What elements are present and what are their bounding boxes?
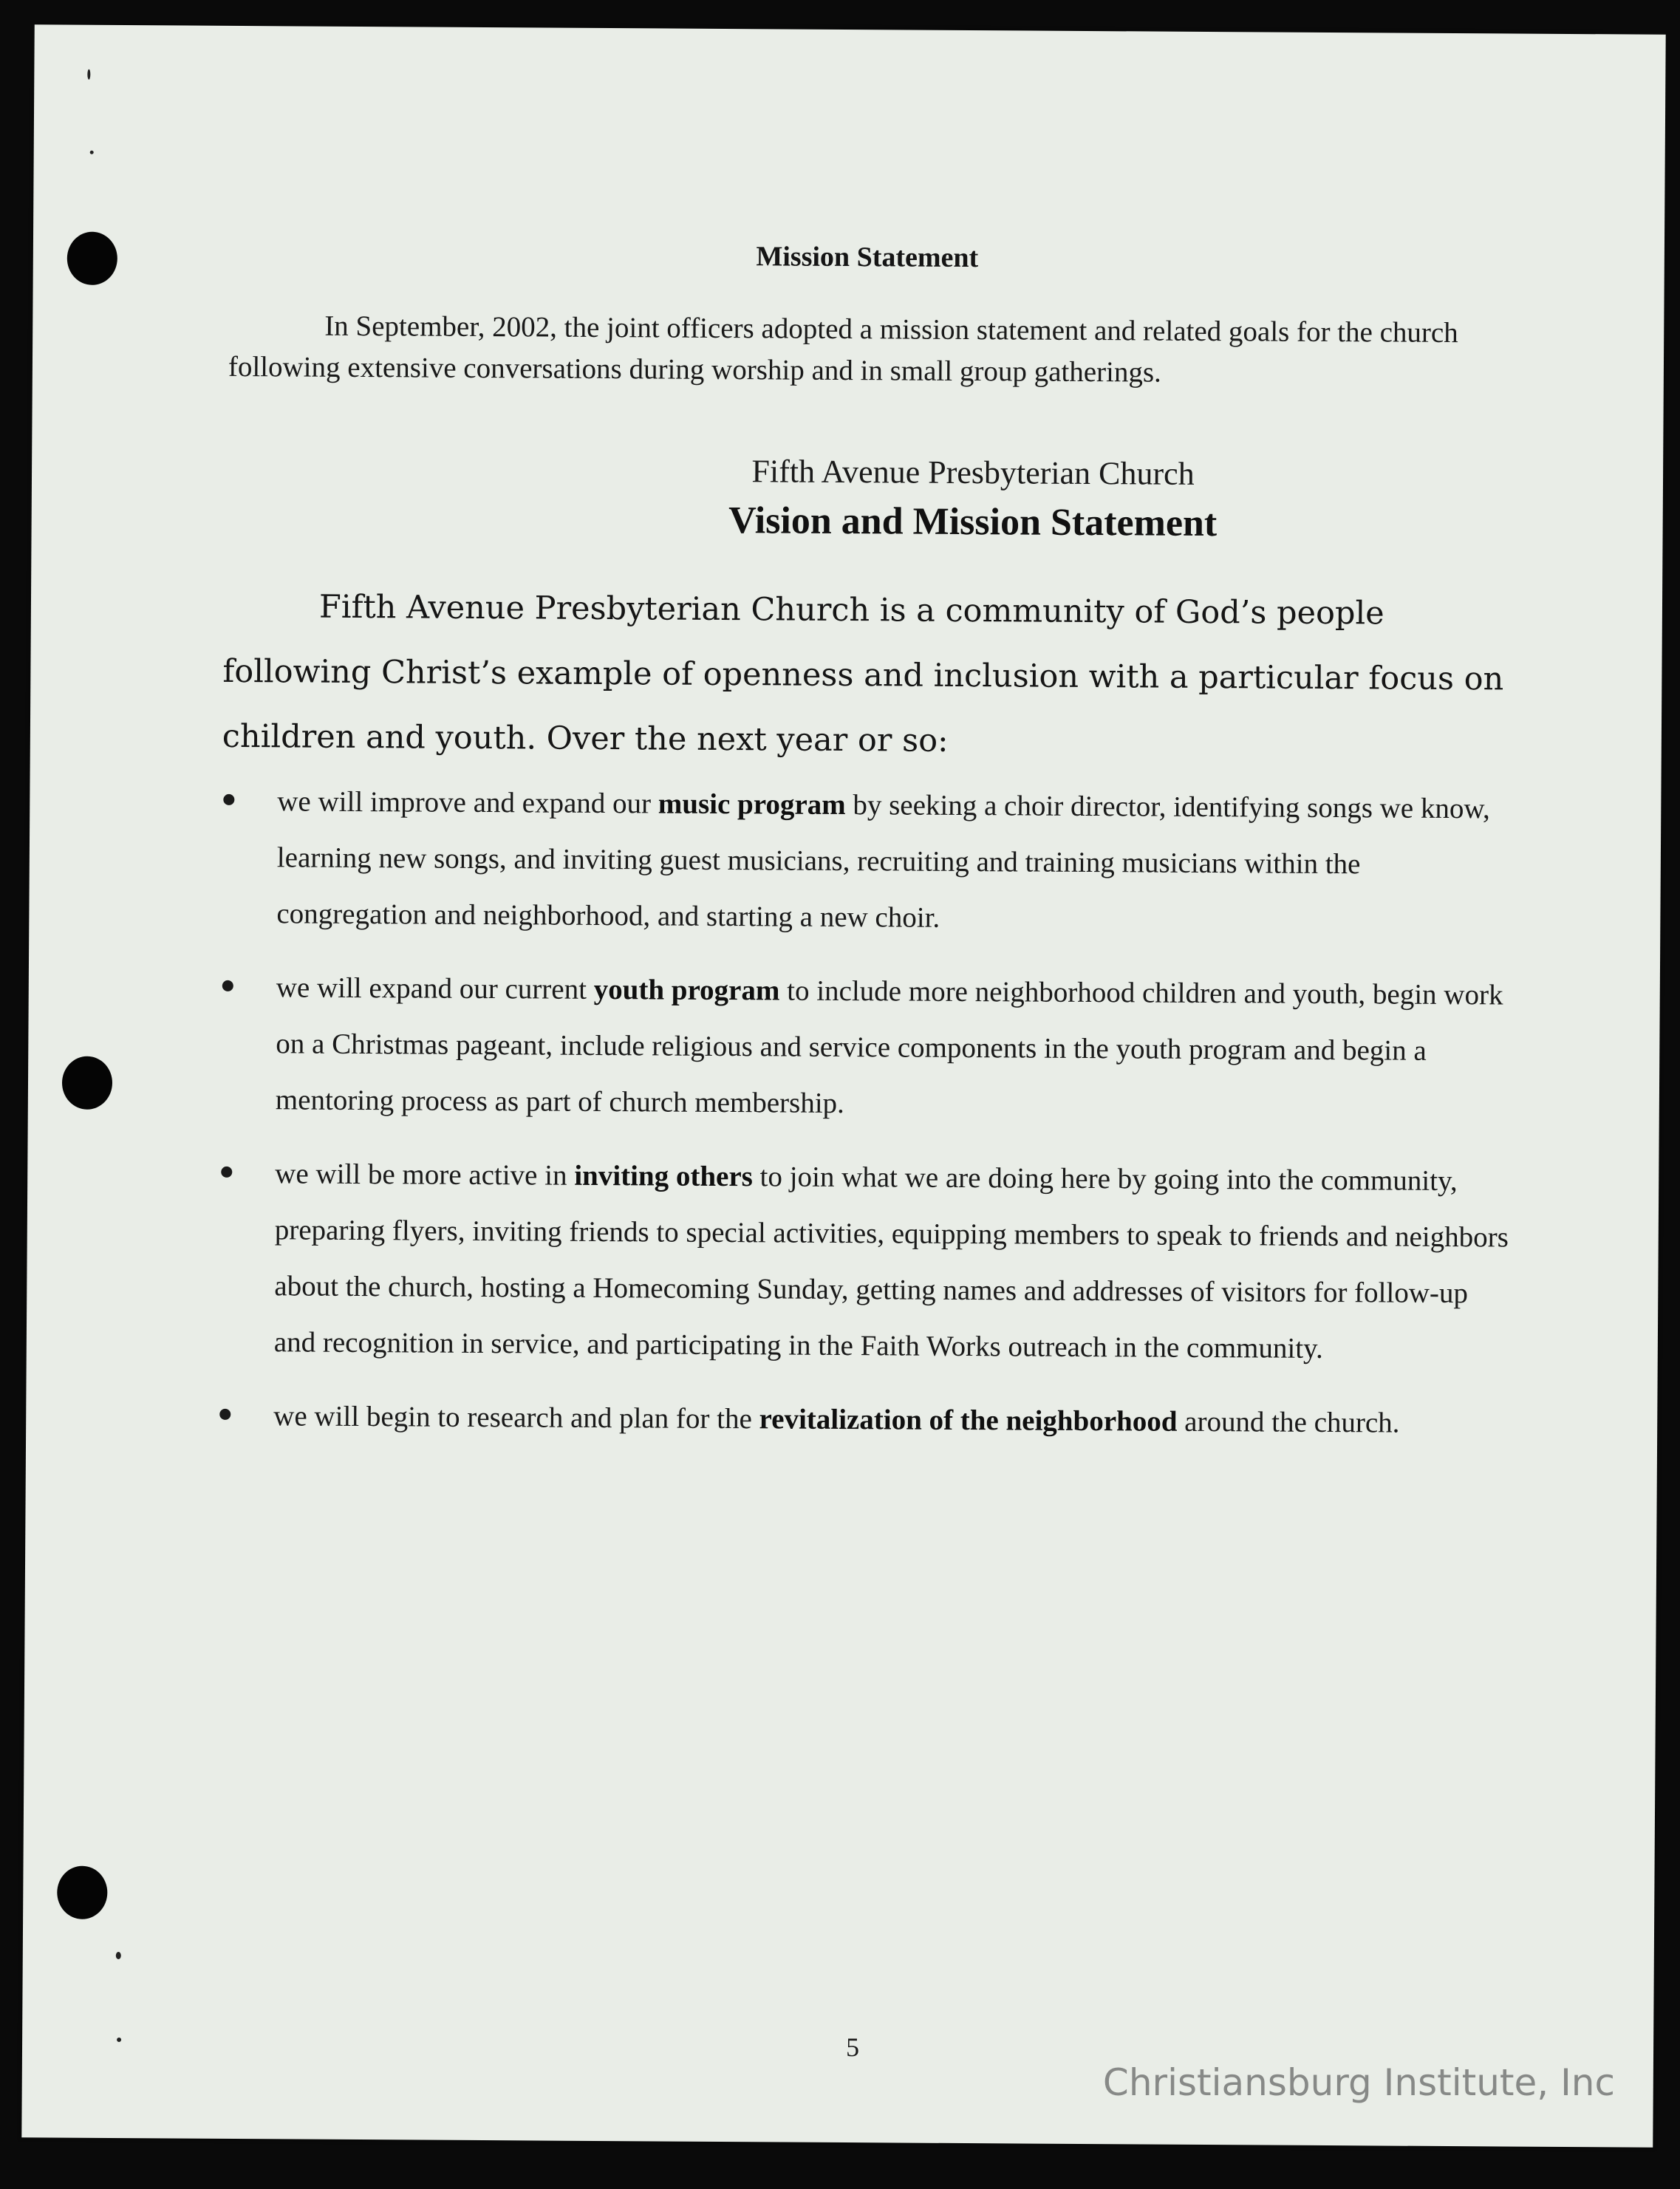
goal-text-before: we will begin to research and plan for the xyxy=(273,1400,759,1435)
goal-inviting-others xyxy=(211,1146,1513,1379)
goal-emphasis: music program xyxy=(658,788,846,822)
bullet-dot-icon xyxy=(222,980,233,991)
page-number: 5 xyxy=(845,2032,860,2063)
goal-text-before: we will improve and expand our xyxy=(277,785,658,820)
watermark: Christiansburg Institute, Inc xyxy=(1102,2061,1615,2104)
bullet-dot-icon xyxy=(223,794,234,805)
scan-speck xyxy=(87,69,90,80)
goals-list xyxy=(211,774,1515,1470)
goal-emphasis: inviting others xyxy=(574,1159,754,1193)
goal-text-after: to join what we are doing here by going into the community, preparing flyers, inviting friends to special activities, equipping members to speak to friends and neighbors about the church, hosting a Homecoming Sunday, getting names and addresses of visitors for follow-up and recognition in service, and participating in the Faith Works outreach in the community. xyxy=(273,1161,1509,1365)
church-name: Fifth Avenue Presbyterian Church xyxy=(751,453,1195,492)
goal-youth-program xyxy=(213,960,1514,1136)
goal-text-before: we will be more active in xyxy=(275,1158,575,1192)
goal-revitalization xyxy=(211,1388,1511,1452)
goal-text-before: we will expand our current xyxy=(276,971,594,1005)
document-page xyxy=(21,24,1665,2147)
intro-paragraph: In September, 2002, the joint officers adopted a mission statement and related goals for the church following extensive conversations during worship and in small group gatherings. xyxy=(228,310,1458,389)
goal-text-after: around the church. xyxy=(1177,1405,1400,1439)
punch-hole-bottom xyxy=(57,1866,107,1919)
scan-speck xyxy=(116,1952,121,1959)
section-heading: Mission Statement xyxy=(756,241,979,274)
bullet-dot-icon xyxy=(219,1409,231,1420)
lead-paragraph: Fifth Avenue Presbyterian Church is a community of God’s people following Christ’s example of openness and inclusion with a particular focus on children and youth. Over the next year or so: xyxy=(222,588,1504,759)
scan-speck xyxy=(90,151,94,154)
goal-emphasis: youth program xyxy=(593,973,780,1007)
goal-music-program xyxy=(214,774,1515,950)
goal-emphasis: revitalization of the neighborhood xyxy=(759,1403,1178,1438)
goal-text-after: by seeking a choir director, identifying songs we know, learning new songs, and inviting guest musicians, recruiting and training musicians within the congregation and neighborhood, and starting a new choir. xyxy=(276,789,1490,934)
bullet-dot-icon xyxy=(221,1167,232,1178)
goal-text-after: to include more neighborhood children and youth, begin work on a Christmas pageant, include religious and service components in the youth program and begin a mentoring process as part of church membership. xyxy=(275,974,1503,1120)
vision-title: Vision and Mission Statement xyxy=(728,499,1218,545)
punch-hole-middle xyxy=(62,1056,112,1110)
